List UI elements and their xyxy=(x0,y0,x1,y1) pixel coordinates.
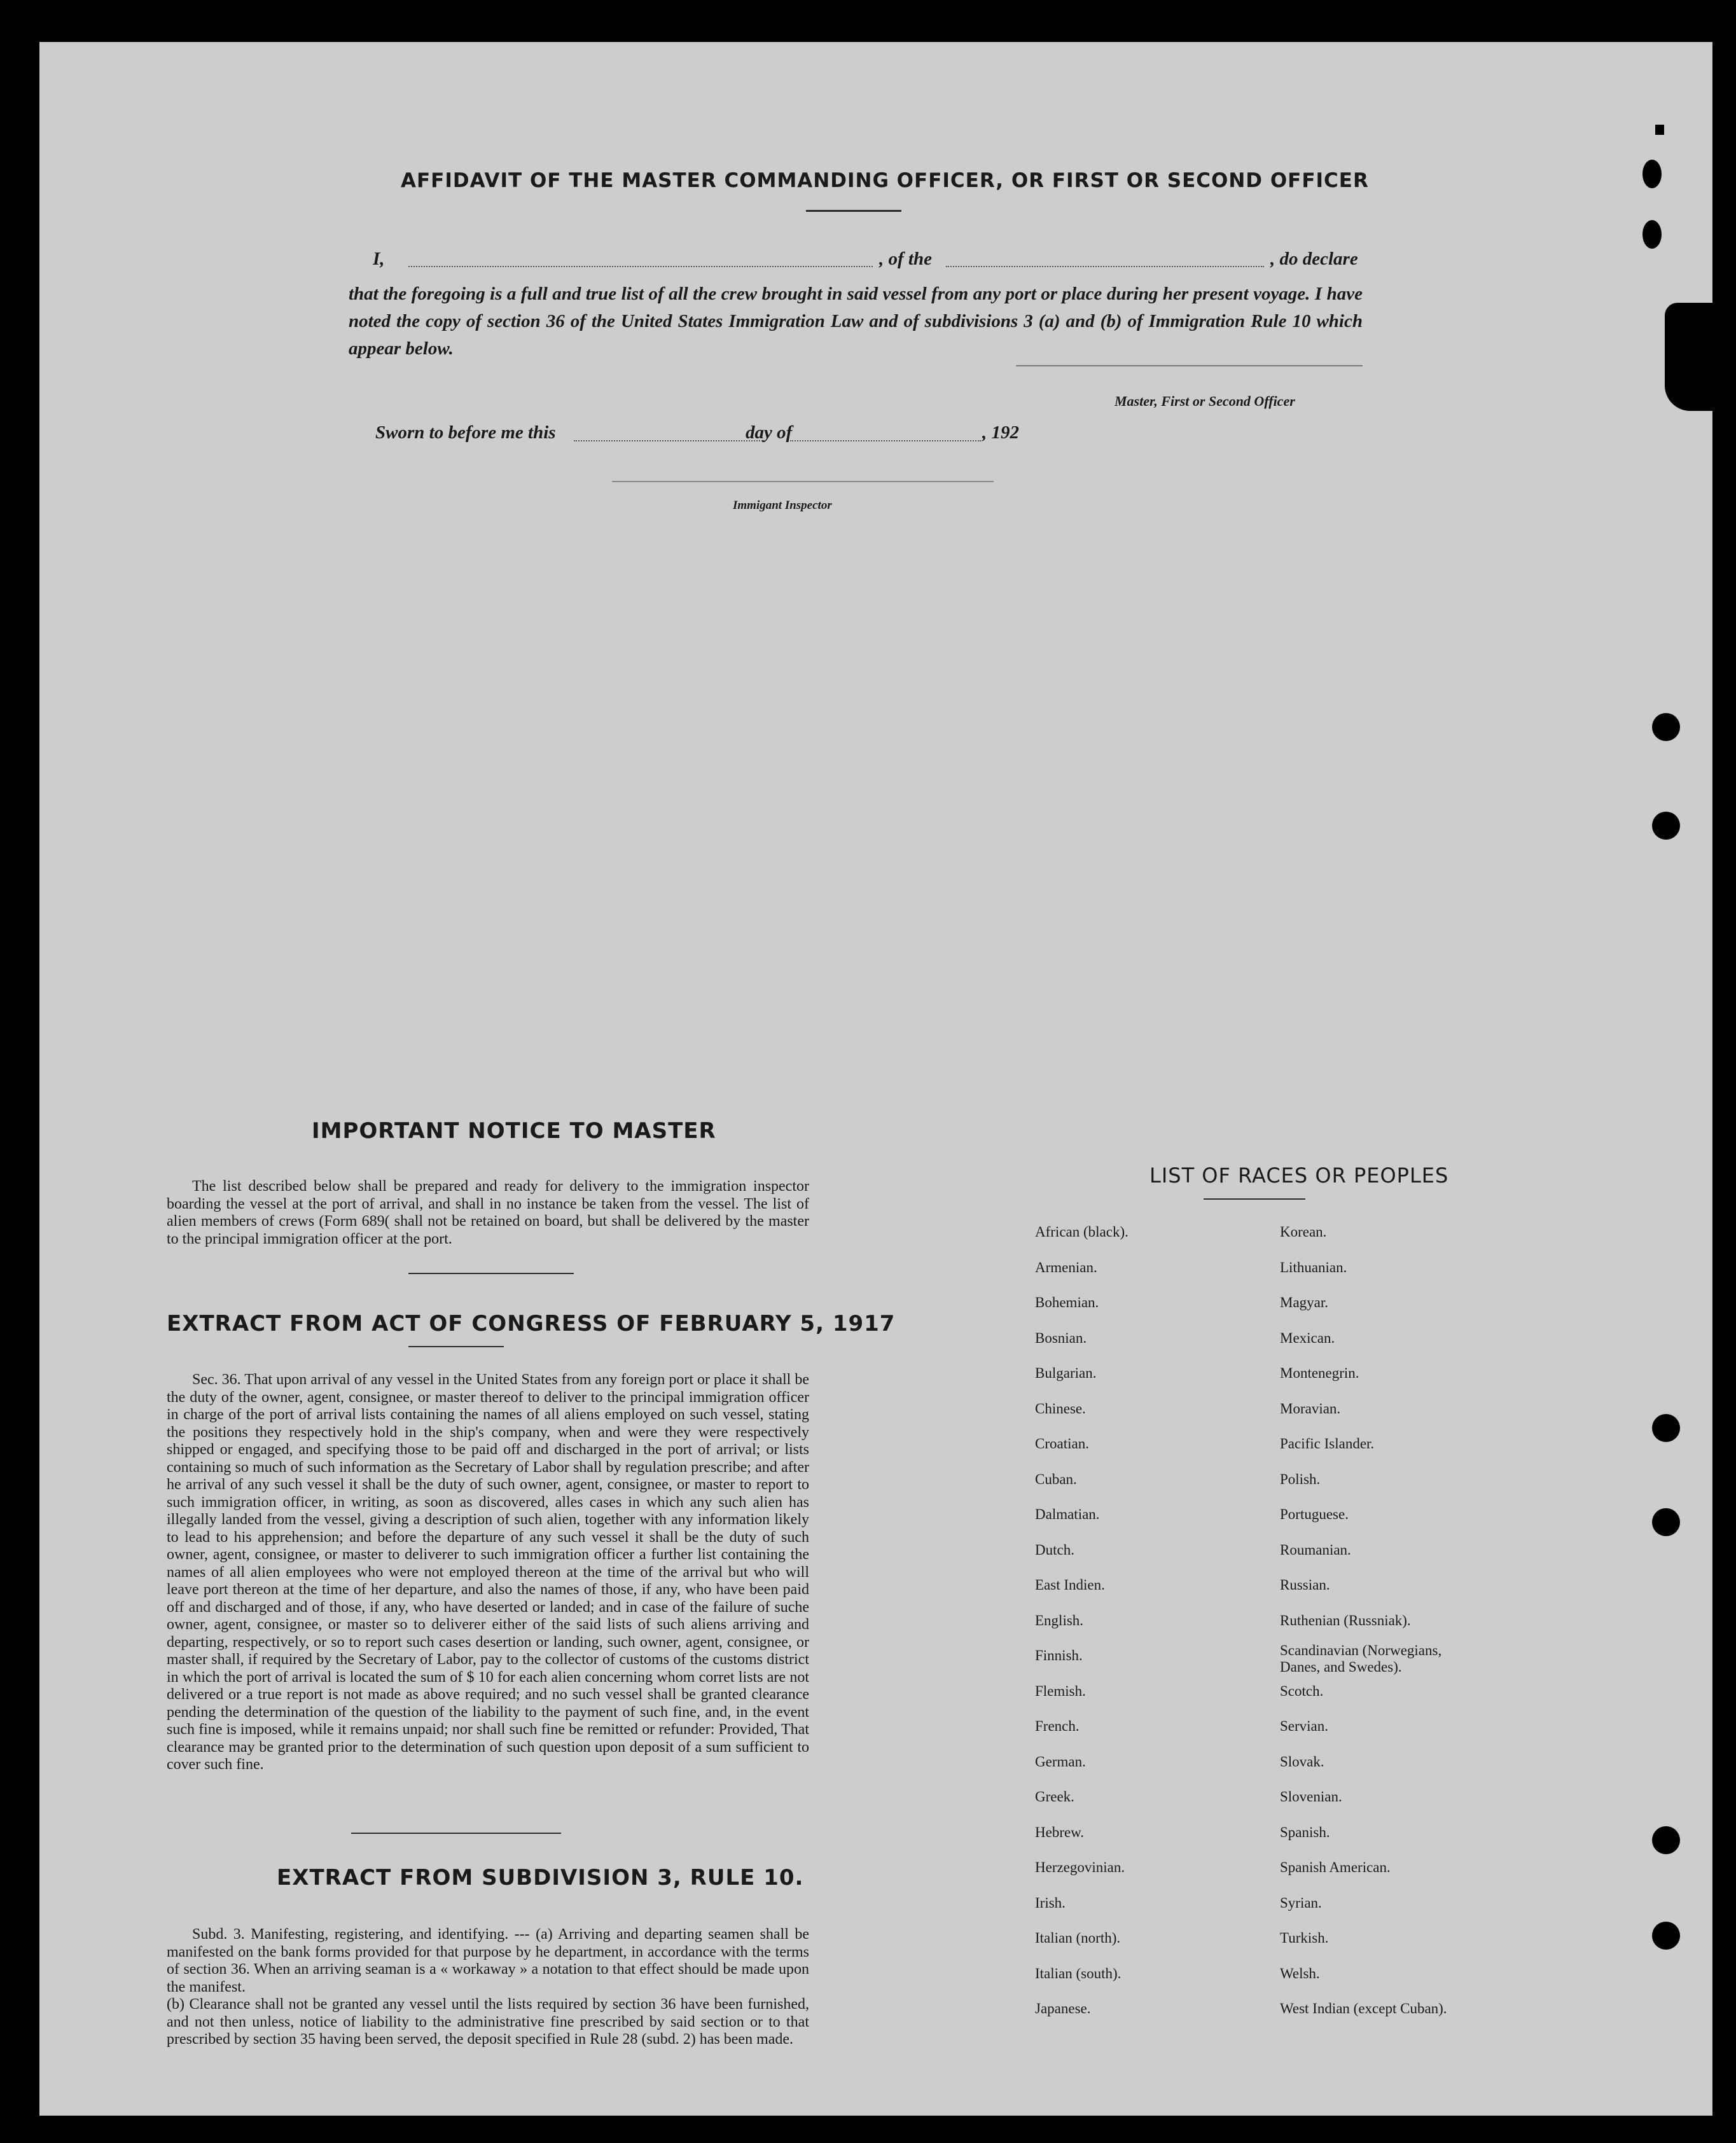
race-item: Mexican. xyxy=(1280,1329,1335,1346)
race-item: Herzegovinian. xyxy=(1035,1859,1125,1875)
race-item: Finnish. xyxy=(1035,1647,1083,1663)
affidavit-of-the-label: , of the xyxy=(879,249,932,269)
notice-divider xyxy=(408,1273,574,1274)
sworn-year-label: , 192 xyxy=(982,422,1019,443)
binder-hole xyxy=(1652,1922,1680,1950)
race-item: Spanish American. xyxy=(1280,1859,1391,1875)
binder-hole xyxy=(1642,160,1662,188)
act-divider xyxy=(408,1346,504,1347)
binder-hole xyxy=(1652,713,1680,741)
race-item: Montenegrin. xyxy=(1280,1365,1359,1381)
binder-hole xyxy=(1642,220,1662,249)
race-item: Turkish. xyxy=(1280,1930,1329,1946)
subdivision-body xyxy=(167,1926,809,2049)
race-item: Croatian. xyxy=(1035,1436,1089,1452)
race-item: Moravian. xyxy=(1280,1400,1341,1417)
race-item: French. xyxy=(1035,1718,1080,1734)
race-item: Cuban. xyxy=(1035,1471,1077,1487)
race-item: Roumanian. xyxy=(1280,1541,1351,1558)
subdivision-para-a: Subd. 3. Manifesting, registering, and identifying. --- (a) Arriving and departing seamen shall be manifested on the bank forms provided for that purpose by he department, in accordance with the terms of section 36. When an arriving seaman is a « workaway » a notation to that effect should be made upon the manifest. xyxy=(167,1926,809,1995)
binder-hole xyxy=(1652,1508,1680,1536)
race-item: Dalmatian. xyxy=(1035,1506,1100,1522)
sworn-month-blank xyxy=(790,440,981,442)
notice-title: IMPORTANT NOTICE TO MASTER xyxy=(312,1118,716,1144)
race-item: Italian (north). xyxy=(1035,1930,1121,1946)
race-item: Welsh. xyxy=(1280,1965,1320,1981)
race-item: Pacific Islander. xyxy=(1280,1436,1375,1452)
race-item: German. xyxy=(1035,1753,1086,1770)
sworn-day-of-label: day of xyxy=(746,422,793,443)
race-item: West Indian (except Cuban). xyxy=(1280,2001,1447,2016)
race-item: Irish. xyxy=(1035,1894,1066,1911)
race-item: Italian (south). xyxy=(1035,1965,1121,1981)
sworn-label: Sworn to before me this xyxy=(375,422,556,443)
affidavit-paragraph: that the foregoing is a full and true list of all the crew brought in said vessel from any port or place during her present voyage. I have noted the copy of section 36 of the United States Immigration Law and of subdivisions 3 (a) and (b) of Immigration Rule 10 which appear below. xyxy=(349,284,1363,359)
race-item: Lithuanian. xyxy=(1280,1259,1347,1275)
race-item: Syrian. xyxy=(1280,1894,1322,1911)
binder-hole xyxy=(1652,1414,1680,1442)
race-item: Greek. xyxy=(1035,1789,1074,1805)
race-item: Portuguese. xyxy=(1280,1506,1349,1522)
race-item: Bosnian. xyxy=(1035,1329,1087,1346)
title-divider xyxy=(806,210,901,212)
affidavit-title: AFFIDAVIT OF THE MASTER COMMANDING OFFICER, OR FIRST OR SECOND OFFICER xyxy=(401,169,1369,192)
act-title: EXTRACT FROM ACT OF CONGRESS OF FEBRUARY 5, 1917 xyxy=(167,1311,896,1336)
race-item: Scandinavian (Norwegians, Danes, and Swedes). xyxy=(1280,1642,1442,1675)
subdivision-title: EXTRACT FROM SUBDIVISION 3, RULE 10. xyxy=(277,1865,804,1890)
race-item: Bulgarian. xyxy=(1035,1365,1097,1381)
races-title: LIST OF RACES OR PEOPLES xyxy=(1149,1163,1449,1188)
act-end-divider xyxy=(351,1833,561,1834)
race-item: African (black). xyxy=(1035,1224,1128,1240)
inspector-signature-line xyxy=(612,481,994,483)
race-item: English. xyxy=(1035,1612,1084,1628)
race-item: Bohemian. xyxy=(1035,1294,1099,1310)
race-item: Armenian. xyxy=(1035,1259,1097,1275)
race-item: Scotch. xyxy=(1280,1682,1324,1699)
race-item: Polish. xyxy=(1280,1471,1321,1487)
signature-line xyxy=(1016,365,1363,367)
name-blank-line xyxy=(408,266,873,268)
binder-hole xyxy=(1652,1826,1680,1854)
race-item: Russian. xyxy=(1280,1577,1330,1593)
binder-hole xyxy=(1652,812,1680,840)
race-item: Chinese. xyxy=(1035,1400,1086,1417)
inspector-label: Immigant Inspector xyxy=(733,499,832,512)
act-body: Sec. 36. That upon arrival of any vessel in the United States from any foreign port or place it shall be the duty of the owner, agent, consignee, or master thereof to deliver to the principal immigration officer in charge of the port of arrival lists containing the names of all aliens employed on such vessel, stating the positions they respectively hold in the ship's company, when and were they were respectively shipped or engaged, and specifying those to be paid off and discharged in the port of arrival; or lists containing so much of such information as the Secretary of Labor shall by regulation prescribe; and after he arrival of any such vessel it shall be the duty of such owner, agent, consignee, or master to report to such immigration officer, in writing, as soon as discovered, alles cases in which any such alien has illegally landed from the vessel, giving a description of such alien, together with any information likely to lead to his apprehension; and before the departure of any such vessel it shall be the duty of such owner, agent, consignee, or master to deliverer to such immigration officer a further list containing the names of all alien employees who were not employed thereon at the time of the arrival but who will leave port thereon at the time of her departure, and also the names of those, if any, who have been paid off and discharged and of those, if any, who have deserted or landed; and in case of the failure of suche owner, agent, consignee, or master so to deliverer either of the said lists of such aliens arriving and departing, respectively, or so to report such cases desertion or landing, such owner, agent, consignee, or master shall, if required by the Secretary of Labor, pay to the collector of customs of the customs district in which the port of arrival is located the sum of $ 10 for each alien concerning whom corret lists are not delivered or a true report is not made as above required; and no such vessel shall be granted clearance pending the determination of the question of the liability to the payment of such fine, and, in the event such fine is imposed, while it remains unpaid; nor shall such fine be remitted or refunder: Provided, That clearance may be granted prior to the determination of such question upon deposit of a sum sufficient to cover such fine. xyxy=(167,1371,809,1773)
race-item: Magyar. xyxy=(1280,1294,1329,1310)
race-item: Spanish. xyxy=(1280,1824,1330,1840)
races-divider xyxy=(1204,1198,1305,1200)
signature-label: Master, First or Second Officer xyxy=(1115,393,1295,409)
affidavit-i-label: I, xyxy=(373,249,385,269)
vessel-blank-line xyxy=(946,266,1264,268)
race-item: Servian. xyxy=(1280,1718,1329,1734)
document-page xyxy=(39,42,1712,2116)
notice-body: The list described below shall be prepared and ready for delivery to the immigration inspector boarding the vessel at the port of arrival, and shall in no instance be taken from the vessel. The list of alien members of crews (Form 689( shall not be retained on board, but shall be delivered by the master to the principal immigration officer at the port. xyxy=(167,1178,809,1247)
race-item: Slovak. xyxy=(1280,1753,1324,1770)
torn-edge xyxy=(1665,303,1716,411)
race-item: Dutch. xyxy=(1035,1541,1074,1558)
sworn-day-blank xyxy=(574,440,765,442)
race-item: Flemish. xyxy=(1035,1682,1086,1699)
affidavit-declare-label: , do declare xyxy=(1270,249,1358,269)
ink-mark xyxy=(1655,125,1664,135)
race-item: Slovenian. xyxy=(1280,1789,1342,1805)
race-item: East Indien. xyxy=(1035,1577,1105,1593)
race-item: Korean. xyxy=(1280,1224,1327,1240)
race-item: Japanese. xyxy=(1035,2001,1091,2016)
subdivision-para-b: (b) Clearance shall not be granted any vessel until the lists required by section 36 have been furnished, and not then unless, notice of liability to the administrative fine prescribed by said section or to that prescribed by section 35 having been served, the deposit specified in Rule 28 (subd. 2) has been made. xyxy=(167,1996,809,2048)
race-item: Ruthenian (Russniak). xyxy=(1280,1612,1411,1628)
race-item: Hebrew. xyxy=(1035,1824,1085,1840)
